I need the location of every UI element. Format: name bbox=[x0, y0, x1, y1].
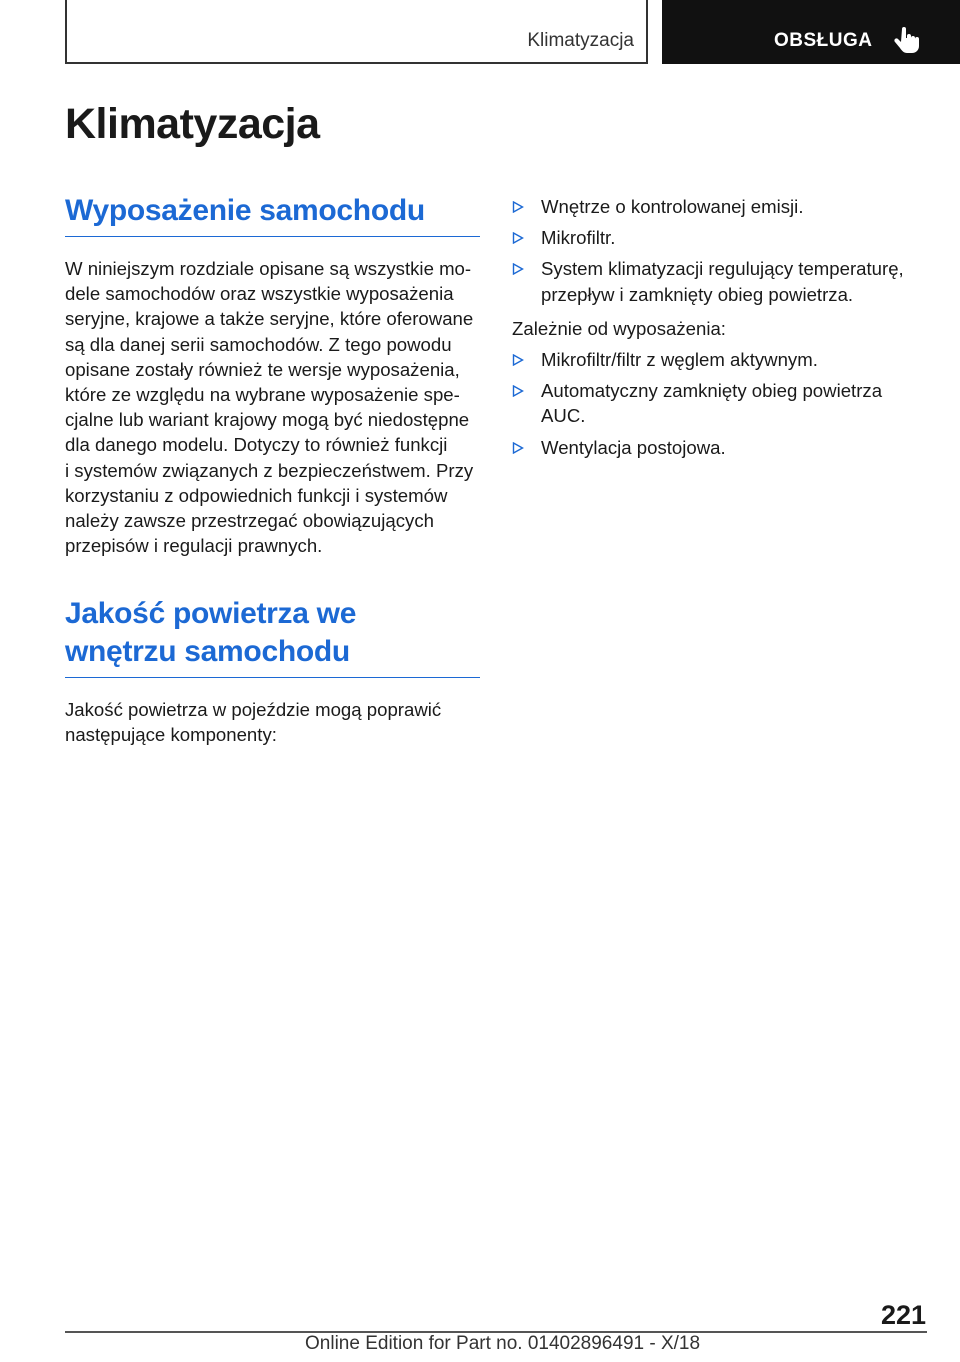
text-line: opisane zostały również te wersje wyposażenia, bbox=[65, 358, 460, 380]
component-list bbox=[512, 194, 932, 313]
heading-line: wnętrzu samochodu bbox=[65, 635, 350, 668]
text-line: i systemów związanych z bezpieczeństwem. Przy bbox=[65, 459, 474, 481]
text-line: korzystaniu z odpowiednich funkcji i systemów bbox=[65, 484, 448, 506]
text-line: następujące komponenty: bbox=[65, 724, 277, 746]
equipment-paragraph bbox=[65, 256, 480, 558]
header-chapter-box bbox=[65, 0, 648, 64]
page-number: 221 bbox=[880, 1300, 926, 1330]
triangle-bullet-icon bbox=[512, 385, 524, 397]
text-line: są dla danej serii samochodów. Z tego powodu bbox=[65, 333, 452, 355]
list-item bbox=[512, 347, 932, 372]
header-chapter-label: Klimatyzacja bbox=[527, 30, 634, 51]
section-heading-equipment: Wyposażenie samochodu bbox=[65, 192, 480, 237]
text-line: dla danego modelu. Dotyczy to również funkcji bbox=[65, 434, 448, 456]
text-line: należy zawsze przestrzegać obowiązujących bbox=[65, 510, 434, 532]
section-heading-air-quality bbox=[65, 595, 480, 678]
text-line: cjalne lub wariant krajowy mogą być niedostępne bbox=[65, 409, 470, 431]
list-item bbox=[512, 256, 932, 306]
triangle-bullet-icon bbox=[512, 442, 524, 454]
text-line: przepisów i regulacji prawnych. bbox=[65, 535, 323, 557]
text-line: które ze względu na wybrane wyposażenie spe- bbox=[65, 384, 460, 406]
list-item-text: Mikrofiltr/filtr z węglem aktywnym. bbox=[541, 349, 818, 370]
optional-list bbox=[512, 347, 932, 466]
list-item-text: Wentylacja postojowa. bbox=[541, 436, 726, 458]
text-line: Jakość powietrza w pojeździe mogą poprawić bbox=[65, 699, 442, 720]
triangle-bullet-icon bbox=[512, 354, 524, 366]
triangle-bullet-icon bbox=[512, 232, 524, 244]
triangle-bullet-icon bbox=[512, 201, 524, 213]
list-item-text: Wnętrze o kontrolowanej emisji. bbox=[541, 196, 804, 217]
header-section-label: OBSŁUGA bbox=[774, 30, 873, 51]
list-item-text: Automatyczny zamknięty obieg powietrza bbox=[541, 380, 883, 402]
text-line: dele samochodów oraz wszystkie wyposażenia bbox=[65, 283, 454, 305]
list-item bbox=[512, 225, 932, 250]
depending-label: Zależnie od wyposażenia: bbox=[512, 318, 726, 339]
header-section-box bbox=[662, 0, 960, 64]
list-item bbox=[512, 435, 932, 460]
triangle-bullet-icon bbox=[512, 263, 524, 275]
list-item bbox=[512, 194, 932, 219]
heading-line: Jakość powietrza we bbox=[65, 597, 357, 630]
list-item-text: System klimatyzacji regulujący temperaturę, bbox=[541, 258, 904, 280]
air-quality-paragraph bbox=[65, 697, 480, 747]
list-item-text: AUC. bbox=[541, 405, 586, 427]
pointing-hand-icon bbox=[894, 27, 920, 55]
list-item bbox=[512, 378, 932, 428]
text-line: W niniejszym rozdziale opisane są wszystkie mo- bbox=[65, 258, 472, 279]
text-line: seryjne, krajowe a także seryjne, które oferowane bbox=[65, 308, 474, 330]
list-item-text: przepływ i zamknięty obieg powietrza. bbox=[541, 283, 854, 305]
page-title: Klimatyzacja bbox=[65, 100, 320, 148]
list-item-text: Mikrofiltr. bbox=[541, 227, 616, 249]
footer-edition: Online Edition for Part no. 01402896491 - X/18 bbox=[305, 1333, 701, 1354]
